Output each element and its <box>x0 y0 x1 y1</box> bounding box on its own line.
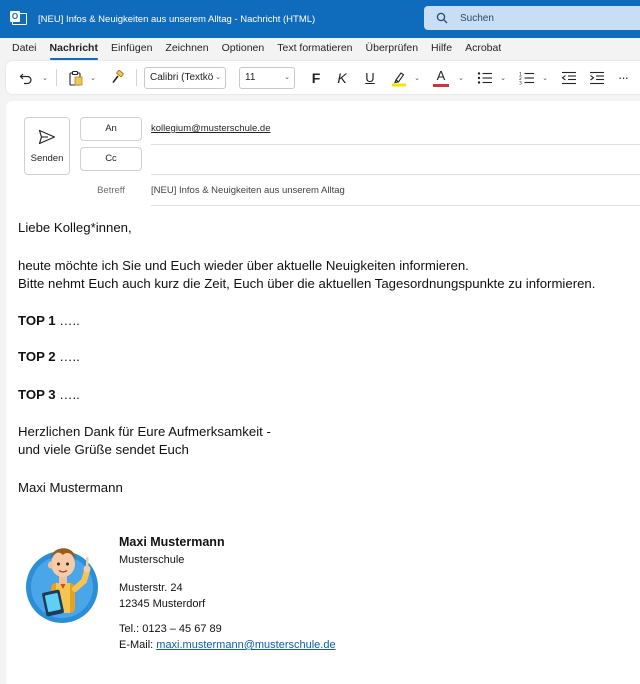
font-color-swatch <box>433 84 449 87</box>
decrease-indent-button[interactable] <box>558 61 580 94</box>
send-button[interactable] <box>24 117 70 175</box>
greeting-text: Liebe Kolleg*innen, <box>18 220 132 235</box>
highlighter-icon <box>390 69 408 87</box>
ribbon-toolbar <box>6 61 640 94</box>
paste-button[interactable] <box>64 61 86 94</box>
agenda-item-1 <box>18 312 80 330</box>
paste-dropdown[interactable] <box>88 61 98 94</box>
menu-datei[interactable]: Datei <box>12 42 37 54</box>
bullet-list-button[interactable] <box>474 61 496 94</box>
svg-text:3: 3 <box>519 81 522 85</box>
agenda-item-2-label: TOP 2 <box>18 349 56 364</box>
chevron-down-icon: ⌄ <box>542 74 548 82</box>
agenda-item-3-text: ….. <box>55 387 80 402</box>
teacher-avatar <box>26 531 104 625</box>
signature-email-label: E-Mail: <box>119 639 157 651</box>
svg-text:2: 2 <box>519 76 522 82</box>
numbered-list-icon <box>519 71 535 85</box>
send-icon <box>38 129 56 145</box>
menu-optionen[interactable]: Optionen <box>221 42 265 54</box>
subject-field[interactable]: [NEU] Infos & Neuigkeiten aus unserem Alltag <box>151 185 345 196</box>
subject-field-underline <box>151 205 640 206</box>
increase-indent-icon <box>589 71 605 85</box>
agenda-item-1-label: TOP 1 <box>18 313 56 328</box>
chevron-down-icon: ⌄ <box>90 74 96 82</box>
agenda-item-2-text: ….. <box>55 349 80 364</box>
chevron-down-icon: ⌄ <box>500 74 506 82</box>
menu-zeichnen[interactable]: Zeichnen <box>165 42 209 54</box>
thanks-line-2: und viele Grüße sendet Euch <box>18 442 189 457</box>
chevron-down-icon: ⌄ <box>215 74 221 81</box>
search-placeholder: Suchen <box>460 12 494 24</box>
signature-school: Musterschule <box>119 554 185 566</box>
highlight-button[interactable] <box>388 61 410 94</box>
format-painter-button[interactable] <box>106 61 128 94</box>
sender-name: Maxi Mustermann <box>18 480 123 495</box>
menu-hilfe[interactable]: Hilfe <box>431 42 453 54</box>
menu-text-formatieren[interactable]: Text formatieren <box>277 42 353 54</box>
agenda-item-2 <box>18 348 80 366</box>
to-field-underline <box>151 144 640 145</box>
signature-name: Maxi Mustermann <box>119 535 225 549</box>
menu-bar <box>0 38 640 60</box>
agenda-item-1-text: ….. <box>55 313 80 328</box>
signature-phone: Tel.: 0123 – 45 67 89 <box>119 623 222 635</box>
font-color-dropdown[interactable] <box>456 61 466 94</box>
font-size-dropdown[interactable] <box>239 67 295 89</box>
thanks-line-1: Herzlichen Dank für Eure Aufmerksamkeit - <box>18 424 271 439</box>
chevron-down-icon: ⌄ <box>458 74 464 82</box>
bullet-list-icon <box>477 71 493 85</box>
numbered-list-button[interactable] <box>516 61 538 94</box>
outlook-message-icon: O <box>12 11 28 27</box>
decrease-indent-icon <box>561 71 577 85</box>
undo-icon <box>19 71 33 85</box>
signature-email-line <box>119 639 336 651</box>
signature-email-link[interactable]: maxi.mustermann@musterschule.de <box>156 639 336 651</box>
underline-icon: U <box>365 70 375 85</box>
more-icon: ··· <box>618 70 628 85</box>
increase-indent-button[interactable] <box>586 61 608 94</box>
highlight-dropdown[interactable] <box>412 61 422 94</box>
cc-button[interactable]: Cc <box>80 147 142 171</box>
send-label: Senden <box>30 152 64 164</box>
body-line-1: heute möchte ich Sie und Euch wieder über aktuelle Neuigkeiten informieren. <box>18 258 469 273</box>
signature-city: 12345 Musterdorf <box>119 598 206 610</box>
signature-street: Musterstr. 24 <box>119 582 183 594</box>
menu-ueberpruefen[interactable]: Überprüfen <box>365 42 419 54</box>
menu-nachricht[interactable]: Nachricht <box>50 38 98 60</box>
font-name-dropdown[interactable] <box>144 67 226 89</box>
undo-button[interactable] <box>16 61 36 94</box>
title-bar <box>0 0 640 38</box>
compose-pane <box>6 101 640 684</box>
search-box[interactable] <box>424 6 640 30</box>
to-button[interactable]: An <box>80 117 142 141</box>
menu-acrobat[interactable]: Acrobat <box>465 42 502 54</box>
font-name-value: Calibri (Textkö <box>150 72 214 83</box>
window-title: [NEU] Infos & Neuigkeiten aus unserem Alltag - Nachricht (HTML) <box>38 13 316 25</box>
more-options-button[interactable] <box>612 61 634 94</box>
menu-einfuegen[interactable]: Einfügen <box>110 42 153 54</box>
underline-button[interactable] <box>360 61 380 94</box>
italic-icon: K <box>337 69 347 86</box>
chevron-down-icon: ⌄ <box>42 74 48 82</box>
font-size-value: 11 <box>245 72 256 83</box>
to-field[interactable] <box>151 123 270 134</box>
subject-label: Betreff <box>97 185 125 196</box>
bold-button[interactable] <box>306 61 326 94</box>
font-color-button[interactable] <box>430 61 452 94</box>
recipient-address[interactable]: kollegium@musterschule.de <box>151 123 271 134</box>
chevron-down-icon: ⌄ <box>284 74 290 81</box>
format-painter-icon <box>110 70 125 85</box>
bold-icon: F <box>311 69 321 86</box>
undo-dropdown[interactable] <box>40 61 50 94</box>
cc-field-underline <box>151 174 640 175</box>
body-line-2: Bitte nehmt Euch auch kurz die Zeit, Euch über die aktuellen Tagesordnungspunkte zu informieren. <box>18 276 596 291</box>
bullet-list-dropdown[interactable] <box>498 61 508 94</box>
clipboard-icon <box>68 70 83 86</box>
numbered-list-dropdown[interactable] <box>540 61 550 94</box>
font-color-icon: A <box>436 67 446 83</box>
agenda-item-3 <box>18 386 80 404</box>
chevron-down-icon: ⌄ <box>414 74 420 82</box>
italic-button[interactable] <box>332 61 352 94</box>
search-icon <box>436 12 448 24</box>
agenda-item-3-label: TOP 3 <box>18 387 56 402</box>
svg-text:1: 1 <box>519 72 522 77</box>
